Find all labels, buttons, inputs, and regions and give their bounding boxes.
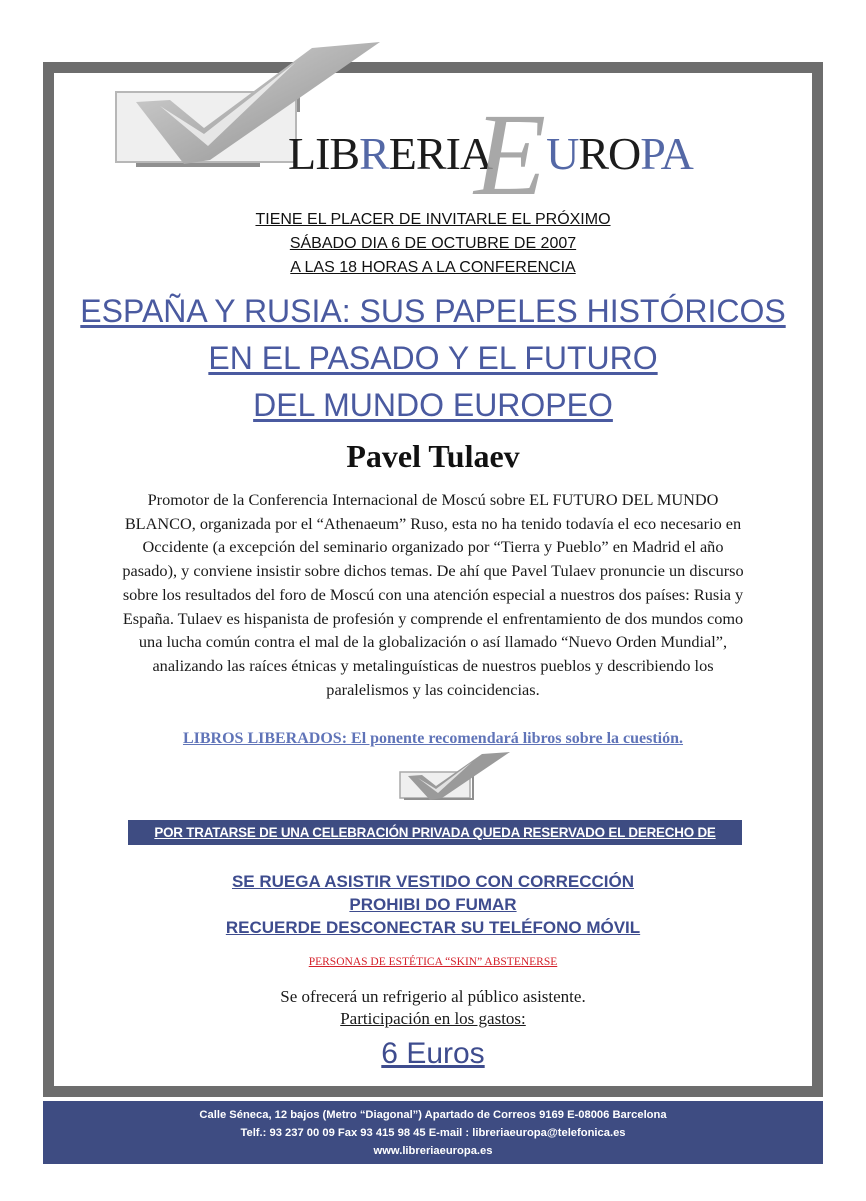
footer-contact: [43, 1101, 823, 1164]
attendance-rules: SE RUEGA ASISTIR VESTIDO CON CORRECCIÓN PROHIBI DO FUMAR RECUERDE DESCONECTAR SU TELÉFONO MÓVIL: [225, 872, 641, 937]
footer-website: www.libreriaeuropa.es: [373, 1145, 493, 1157]
logo-wordmark: LIBRERIA UROPA: [288, 128, 693, 179]
description-paragraph: Promotor de la Conferencia Internacional de Moscú sobre EL FUTURO DEL MUNDO BLANCO, organizada por el “Athenaeum” Ruso, esta no ha tenido todavía el eco necesario en Occidente (a excepción del seminario organizado por “Tierra y Pueblo” en Madrid el año pasado), y conviene insistir sobre dichos temas. De ahí que Pavel Tulaev pronuncie un discurso sobre los resultados del foro de Moscú con una atención especial a nuestros dos países: Rusia y España. Tulaev es hispanista de profesión y comprende el enfrentamiento de dos mundos como una lucha común contra el mal de la globalización o así llamado “Nuevo Orden Mundial”, analizando las raíces étnicas y metalinguísticas de nuestros pueblos y describiendo los paralelismos y las coincidencias.: [122, 490, 744, 699]
logo-big-e: E: [474, 89, 547, 220]
footer-phone-email: Telf.: 93 237 00 09 Fax 93 415 98 45 E-mail : libreriaeuropa@telefonica.es: [240, 1127, 626, 1139]
small-checkmark-icon: [398, 752, 514, 802]
footer-address: Calle Séneca, 12 bajos (Metro “Diagonal”) Apartado de Correos 9169 E-08006 Barcelona: [199, 1109, 667, 1121]
admission-banner: POR TRATARSE DE UNA CELEBRACIÓN PRIVADA QUEDA RESERVADO EL DERECHO DE ADMISIÓN: [128, 820, 742, 845]
skin-notice: PERSONAS DE ESTÉTICA “SKIN” ABSTENERSE: [308, 956, 558, 968]
invitation-text: TIENE EL PLACER DE INVITARLE EL PRÓXIMO SÁBADO DIA 6 DE OCTUBRE DE 2007 A LAS 18 HORAS A LA CONFERENCIA: [255, 211, 611, 276]
libros-liberados-note: LIBROS LIBERADOS: El ponente recomendará libros sobre la cuestión.: [182, 730, 684, 747]
price: 6 Euros: [381, 1037, 485, 1070]
speaker-name: Pavel Tulaev: [346, 438, 520, 474]
conference-title: ESPAÑA Y RUSIA: SUS PAPELES HISTÓRICOS EN EL PASADO Y EL FUTURO DEL MUNDO EUROPEO: [80, 293, 786, 423]
refreshment-note: Se ofrecerá un refrigerio al público asistente. Participación en los gastos:: [280, 987, 586, 1028]
